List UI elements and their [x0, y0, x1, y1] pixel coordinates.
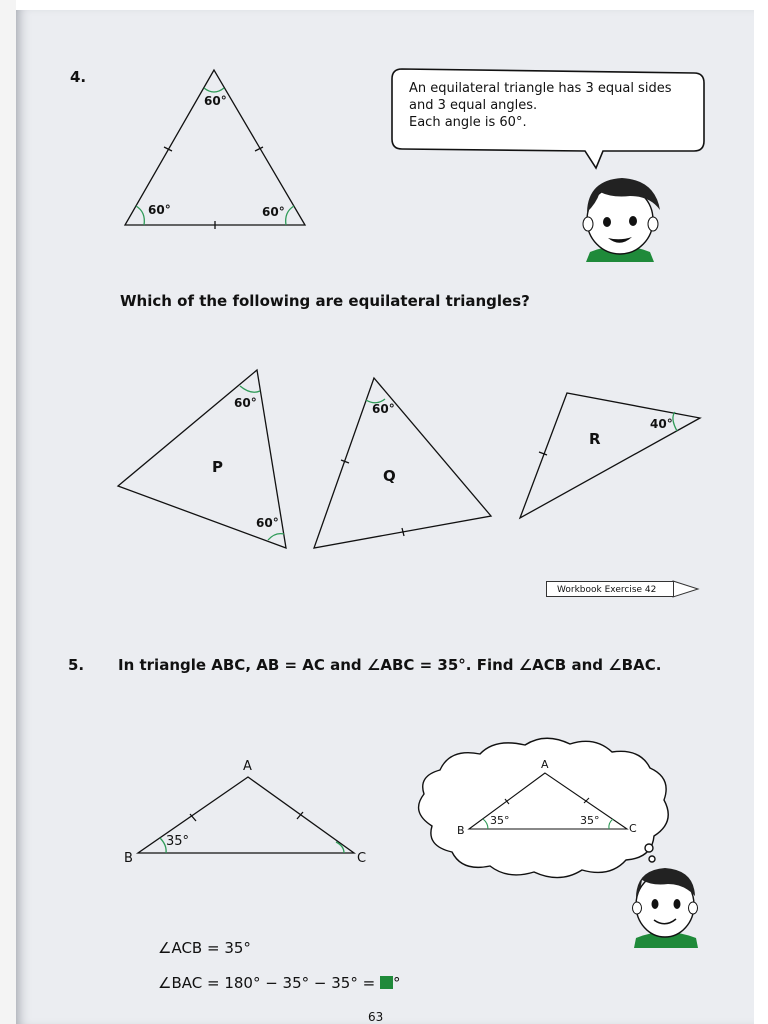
boy-thinking-icon — [633, 868, 699, 948]
question-4-text: Which of the following are equilateral triangles? — [120, 292, 530, 310]
thought-vertex-c: C — [629, 822, 637, 835]
workbook-tag-arrow — [673, 581, 698, 597]
given-angle-b: 35° — [166, 834, 190, 849]
triangle-p-label: P — [212, 458, 223, 476]
triangle-r-label: R — [589, 430, 601, 448]
vertex-a-label: A — [243, 759, 252, 774]
triangle-r-angle: 40° — [650, 417, 673, 431]
triangle-p-angle-top: 60° — [234, 396, 257, 410]
question-5-number: 5. — [68, 656, 85, 674]
triangle-q-angle: 60° — [372, 402, 395, 416]
vertex-b-label: B — [124, 851, 133, 866]
example-angle-left: 60° — [148, 203, 171, 217]
answer-line-1: ∠ACB = 35° — [158, 939, 251, 957]
speech-line-2: and 3 equal angles. — [409, 98, 538, 113]
triangle-q — [314, 378, 491, 548]
boy-character-icon — [583, 178, 660, 262]
answer-degree: ° — [392, 974, 401, 992]
answer-expression: ∠BAC = 180° − 35° − 35° = — [158, 974, 376, 992]
question-5-text: In triangle ABC, AB = AC and ∠ABC = 35°. Find ∠ACB and ∠BAC. — [118, 656, 662, 674]
workbook-exercise-tag: Workbook Exercise 42 — [546, 581, 674, 597]
thought-vertex-b: B — [457, 824, 465, 837]
answer-line-2 — [158, 974, 400, 992]
thought-angle-b: 35° — [490, 814, 510, 827]
example-angle-right: 60° — [262, 205, 285, 219]
speech-line-3: Each angle is 60°. — [409, 115, 527, 130]
answer-blank-box — [380, 976, 393, 989]
triangle-q-label: Q — [383, 467, 396, 485]
thought-vertex-a: A — [541, 758, 549, 771]
example-angle-top: 60° — [204, 94, 227, 108]
speech-line-1: An equilateral triangle has 3 equal sides — [409, 81, 672, 96]
question-4-number: 4. — [70, 68, 87, 86]
triangle-r — [520, 393, 700, 518]
triangle-p-angle-bottom: 60° — [256, 516, 279, 530]
vertex-c-label: C — [357, 851, 367, 866]
thought-angle-c: 35° — [580, 814, 600, 827]
page-number: 63 — [368, 1010, 384, 1024]
